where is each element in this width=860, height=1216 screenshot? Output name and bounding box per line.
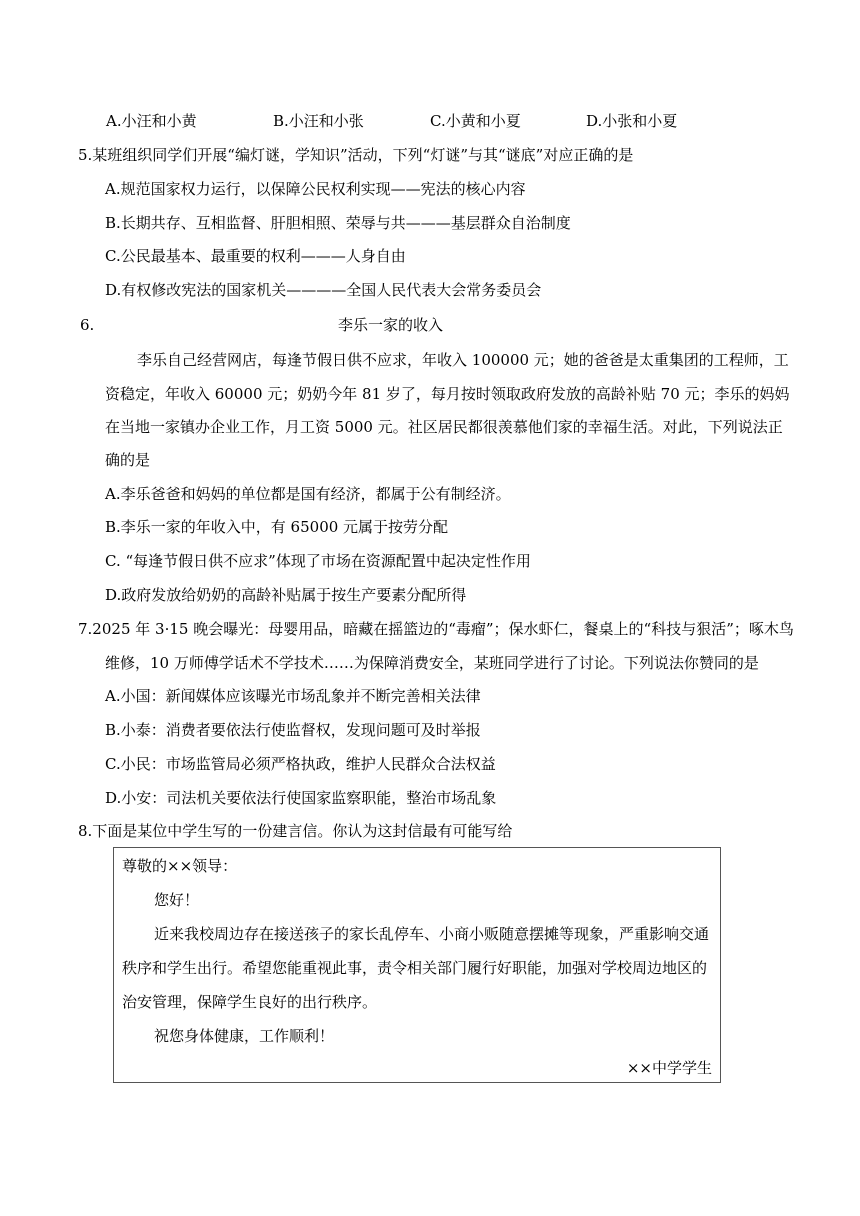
q6-passage-line: 确的是 [105,451,151,469]
letter-body-line: 近来我校周边存在接送孩子的家长乱停车、小商小贩随意摆摊等现象，严重影响交通 [154,925,710,943]
q7-option-c: C.小民：市场监管局必须严格执政，维护人民群众合法权益 [105,755,496,773]
q7-option-b: B.小泰：消费者要依法行使监督权，发现问题可及时举报 [105,721,481,739]
q6-option-b: B.李乐一家的年收入中，有 65000 元属于按劳分配 [105,518,449,536]
q4-option-d: D.小张和小夏 [586,112,678,130]
q6-option-d: D.政府发放给奶奶的高龄补贴属于按生产要素分配所得 [105,586,467,604]
letter-salutation: 尊敬的××领导： [122,857,238,875]
q5-option-c: C.公民最基本、最重要的权利———人身自由 [105,247,406,265]
q6-number: 6. [80,316,95,334]
q4-option-c: C.小黄和小夏 [430,112,521,130]
letter-body-line: 治安管理，保障学生良好的出行秩序。 [122,993,378,1011]
q5-option-a: A.规范国家权力运行，以保障公民权利实现——宪法的核心内容 [105,180,526,198]
q7-stem-line: 7.2025 年 3·15 晚会曝光：母婴用品，暗藏在摇篮边的“毒瘤”；保水虾仁，餐桌上的“科技与狠活”；啄木鸟 [78,620,794,638]
letter-greeting: 您好！ [154,891,200,909]
q6-option-a: A.李乐爸爸和妈妈的单位都是国有经济，都属于公有制经济。 [105,485,511,503]
q8-stem: 8.下面是某位中学生写的一份建言信。你认为这封信最有可能写给 [78,822,513,840]
q7-stem-line: 维修，10 万师傅学话术不学技术……为保障消费安全，某班同学进行了讨论。下列说法你赞同的是 [105,654,759,672]
q5-option-d: D.有权修改宪法的国家机关————全国人民代表大会常务委员会 [105,281,542,299]
q6-option-c: C. “每逢节假日供不应求”体现了市场在资源配置中起决定性作用 [105,552,531,570]
q6-passage-line: 在当地一家镇办企业工作，月工资 5000 元。社区居民都很羡慕他们家的幸福生活。对此，下列说法正 [105,418,783,436]
q5-stem: 5.某班组织同学们开展“编灯谜，学知识”活动，下列“灯谜”与其“谜底”对应正确的是 [78,146,634,164]
q7-option-d: D.小安：司法机关要依法行使国家监察职能，整治市场乱象 [105,789,497,807]
q5-option-b: B.长期共存、互相监督、肝胆相照、荣辱与共———基层群众自治制度 [105,214,571,232]
letter-box [113,847,721,1083]
q6-passage-line: 李乐自己经营网店，每逢节假日供不应求，年收入 100000 元；她的爸爸是太重集团的工程师，工 [137,351,789,369]
q4-option-a: A.小汪和小黄 [106,112,197,130]
letter-signature: ××中学学生 [626,1059,712,1077]
q6-title: 李乐一家的收入 [338,316,444,334]
q7-option-a: A.小国：新闻媒体应该曝光市场乱象并不断完善相关法律 [105,687,481,705]
q6-passage-line: 资稳定，年收入 60000 元；奶奶今年 81 岁了，每月按时领取政府发放的高龄补贴 70 元；李乐的妈妈 [105,385,790,403]
letter-body-line: 秩序和学生出行。希望您能重视此事，责令相关部门履行好职能，加强对学校周边地区的 [122,959,708,977]
q4-option-b: B.小汪和小张 [273,112,364,130]
letter-closing: 祝您身体健康，工作顺利！ [154,1027,335,1045]
